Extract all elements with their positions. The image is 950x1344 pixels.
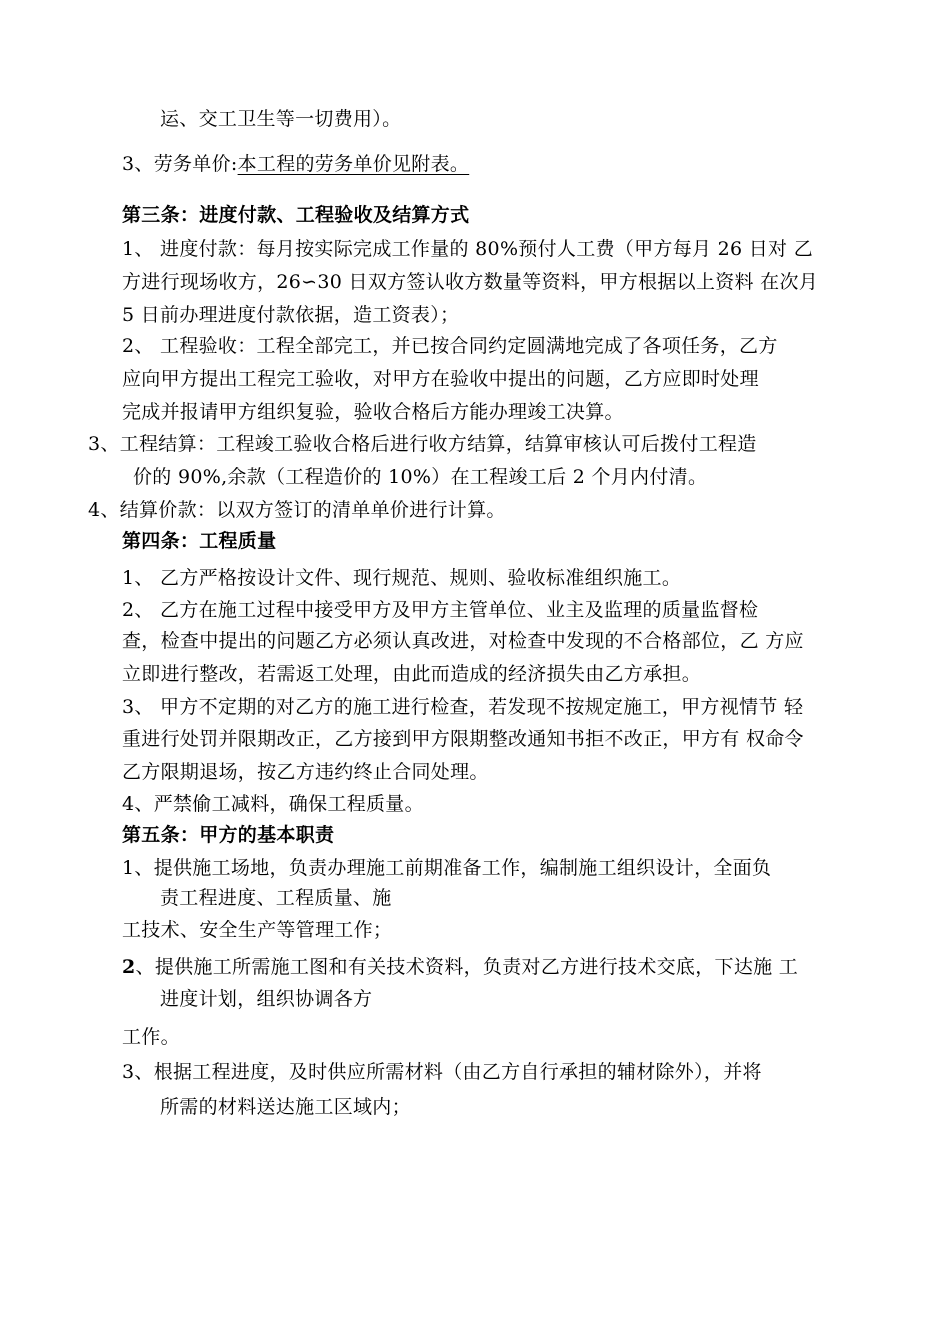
text-line: 所需的材料送达施工区域内；	[160, 1096, 411, 1118]
item-text: 、提供施工所需施工图和有关技术资料，负责对乙方进行技术交底，下达施 工	[135, 956, 799, 978]
text-line: 3、 甲方不定期的对乙方的施工进行检查，若发现不按规定施工，甲方视情节 轻	[122, 696, 804, 718]
text-line: 乙方限期退场，按乙方违约终止合同处理。	[122, 761, 489, 783]
text-line: 查，检查中提出的问题乙方必须认真改进，对检查中发现的不合格部位，乙 方应	[122, 630, 804, 652]
text-line: 1、 乙方严格按设计文件、现行规范、规则、验收标准组织施工。	[122, 567, 682, 589]
text-line	[122, 147, 469, 181]
text-line: 运、交工卫生等一切费用）。	[160, 108, 402, 130]
text-line: 进度计划，组织协调各方	[160, 988, 373, 1010]
text-line: 方进行现场收方，26∽30 日双方签认收方数量等资料，甲方根据以上资料 在次月	[122, 271, 819, 293]
text-line	[122, 950, 798, 984]
text-line: 1、提供施工场地，负责办理施工前期准备工作，编制施工组织设计，全面负	[122, 857, 772, 879]
text-line: 重进行处罚并限期改正，乙方接到甲方限期整改通知书拒不改正，甲方有 权命令	[122, 728, 804, 750]
text-line: 2、 工程验收：工程全部完工，并已按合同约定圆满地完成了各项任务，乙方	[122, 335, 778, 357]
item-label: 3、劳务单价:	[122, 153, 238, 175]
text-line: 3、根据工程进度，及时供应所需材料（由乙方自行承担的辅材除外），并将	[122, 1061, 762, 1083]
text-line: 3、工程结算：工程竣工验收合格后进行收方结算，结算审核认可后拨付工程造	[88, 433, 757, 455]
text-line: 工技术、安全生产等管理工作；	[122, 919, 393, 941]
section-heading-5: 第五条：甲方的基本职责	[122, 824, 335, 846]
text-line: 5 日前办理进度付款依据，造工资表）；	[122, 304, 460, 326]
section-heading-4: 第四条：工程质量	[122, 530, 277, 552]
text-line: 责工程进度、工程质量、施	[160, 887, 392, 909]
text-line: 完成并报请甲方组织复验，验收合格后方能办理竣工决算。	[122, 401, 624, 423]
section-heading-3: 第三条：进度付款、工程验收及结算方式	[122, 204, 470, 226]
item-number: 2	[122, 956, 136, 978]
text-line: 4、严禁偷工减料，确保工程质量。	[122, 793, 424, 815]
text-line: 4、结算价款：以双方签订的清单单价进行计算。	[88, 499, 506, 521]
text-line: 1、 进度付款：每月按实际完成工作量的 80%预付人工费（甲方每月 26 日对 乙	[122, 238, 813, 260]
text-line: 立即进行整改，若需返工处理，由此而造成的经济损失由乙方承担。	[122, 663, 702, 685]
underlined-text: 本工程的劳务单价见附表。	[237, 153, 470, 175]
text-line: 2、 乙方在施工过程中接受甲方及甲方主管单位、业主及监理的质量监督检	[122, 599, 759, 621]
text-line: 应向甲方提出工程完工验收，对甲方在验收中提出的问题，乙方应即时处理	[122, 368, 759, 390]
text-line: 工作。	[122, 1026, 180, 1048]
text-line: 价的 90%,余款（工程造价的 10%）在工程竣工后 2 个月内付清。	[133, 466, 708, 488]
